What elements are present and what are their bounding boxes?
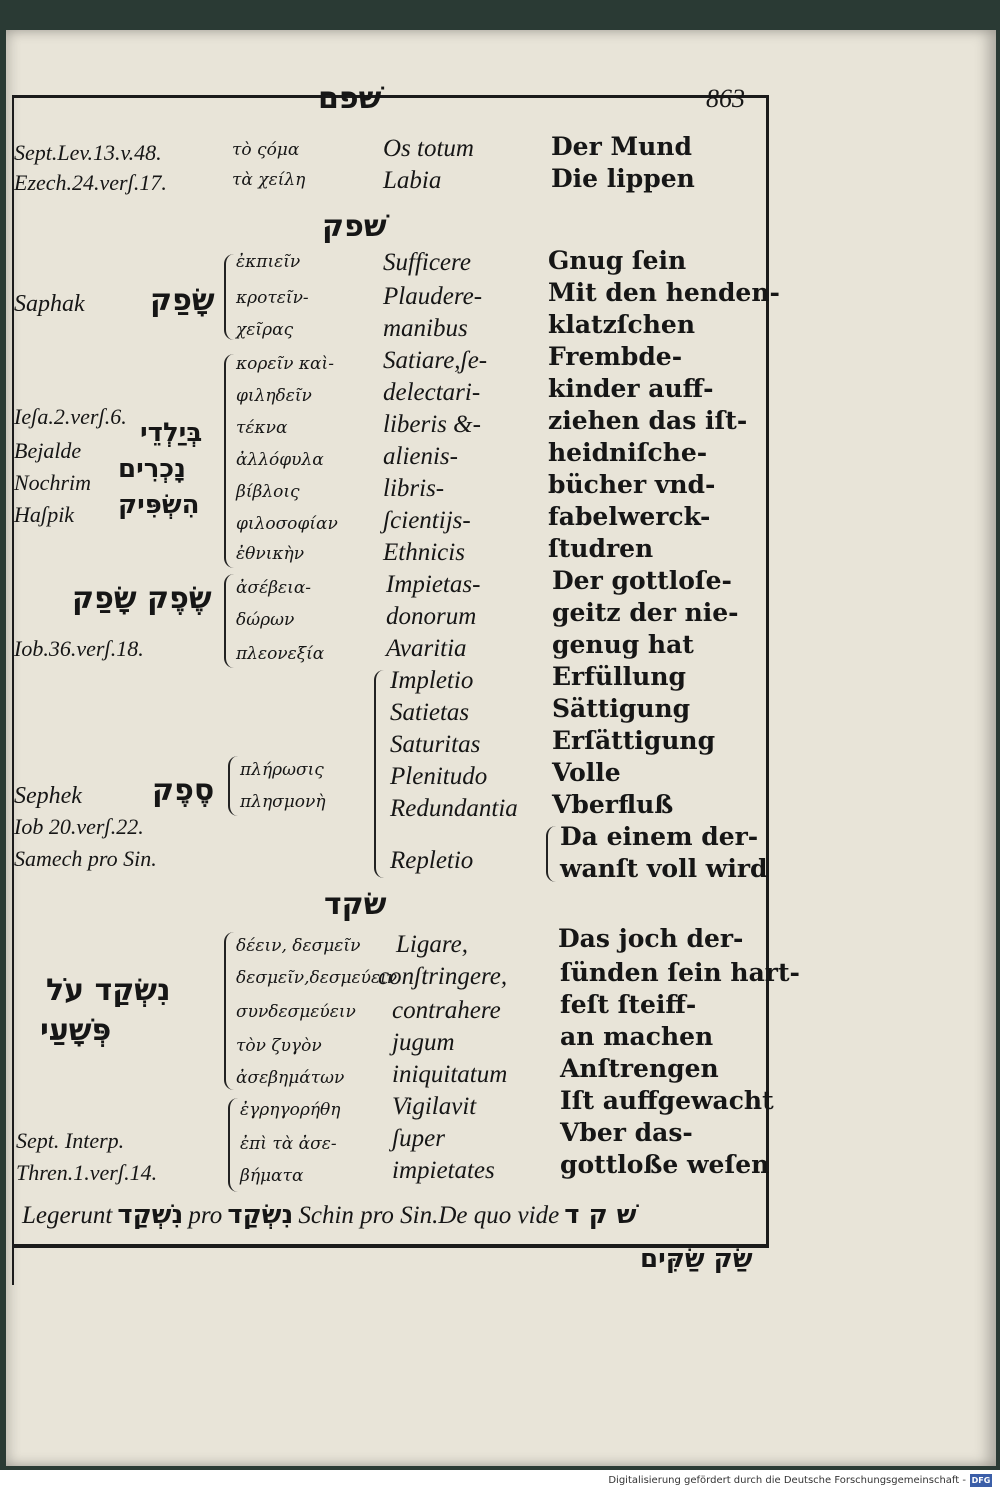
latin-word: impietates — [392, 1157, 495, 1184]
german-word: Volle — [552, 758, 621, 787]
german-word: gottloße weſen — [560, 1150, 770, 1179]
german-word: Da einem der- — [560, 822, 759, 851]
hebrew-word: שֶׂפֶק שָׂפַק — [72, 581, 212, 616]
ref-line: Sephek — [14, 783, 82, 809]
latin-word: Impletio — [390, 667, 474, 694]
german-word: kinder auff- — [548, 374, 714, 403]
latin-word: Ligare, — [396, 931, 468, 958]
german-word: fabelwerck- — [548, 502, 711, 531]
greek-word: πλήρωσις — [240, 760, 324, 780]
greek-word: βίβλοις — [236, 482, 300, 502]
latin-word: Plaudere- — [383, 283, 483, 310]
latin-word: contrahere — [392, 997, 501, 1024]
latin-word: ʃcientijs- — [383, 507, 471, 534]
latin-word: delectari- — [383, 379, 481, 406]
latin-word: Avaritia — [386, 635, 467, 662]
greek-word: φιληδεῖν — [236, 386, 312, 406]
greek-word: βήματα — [240, 1166, 304, 1186]
ref-line: Ezech.24.verʃ.17. — [14, 170, 167, 195]
brace — [374, 670, 384, 878]
latin-word: Sufficere — [383, 249, 471, 276]
greek-word: ἀλλόφυλα — [236, 450, 324, 470]
ref-line: Sept.Lev.13.v.48. — [14, 140, 162, 165]
latin-word: manibus — [383, 315, 468, 342]
brace — [224, 354, 234, 568]
latin-word: liberis &- — [383, 411, 481, 438]
german-word: ſtudren — [548, 534, 654, 563]
latin-word: jugum — [392, 1029, 455, 1056]
greek-word: ἐκπιεῖν — [236, 252, 301, 272]
latin-word: Impietas- — [386, 571, 481, 598]
footnote-hebrew: שׁ ק ד — [564, 1200, 637, 1230]
latin-word: Ethnicis — [383, 539, 465, 566]
footnote-latin: pro — [188, 1202, 223, 1229]
footer-bar — [0, 1470, 1000, 1492]
german-word: Frembde- — [548, 342, 683, 371]
german-word: Gnug ſein — [548, 246, 687, 275]
greek-word: δέειν, δεσμεῖν — [236, 936, 361, 956]
brace — [224, 574, 234, 668]
german-word: ſünden ſein hart- — [560, 958, 800, 987]
greek-word: τὸν ζυγὸν — [236, 1036, 322, 1056]
german-word: Der Mund — [551, 132, 692, 161]
running-head-hebrew: שׁפם — [318, 81, 382, 116]
german-word: wanſt voll wird — [560, 854, 768, 883]
german-word: klatzſchen — [548, 310, 695, 339]
german-word: Die lippen — [551, 164, 695, 193]
footnote-latin: Legerunt — [22, 1202, 113, 1229]
brace — [224, 932, 234, 1090]
brace — [228, 756, 238, 816]
ref-line: Nochrim — [14, 470, 91, 495]
greek-word: κροτεῖν- — [236, 288, 309, 308]
footer-credit: Digitalisierung gefördert durch die Deutsche Forschungsgemeinschaft - — [608, 1475, 966, 1486]
ref-line: Samech pro Sin. — [14, 846, 157, 871]
greek-word: φιλοσοφίαν — [236, 514, 338, 534]
german-word: geitz der nie- — [552, 598, 739, 627]
hebrew-word: סֶפֶק — [152, 773, 215, 808]
german-word: Mit den henden- — [548, 278, 780, 307]
latin-word: Vigilavit — [392, 1093, 477, 1120]
greek-word: ἐθνικὴν — [236, 544, 305, 564]
headword-label: Saphak — [14, 291, 85, 317]
brace — [228, 1098, 238, 1192]
german-word: Erfüllung — [552, 662, 686, 691]
greek-word: κορεῖν καὶ- — [236, 354, 334, 374]
ref-line: Haʃpik — [14, 502, 75, 527]
hebrew-word: נִשְׂקַד עֹל — [46, 973, 171, 1008]
german-word: Sättigung — [552, 694, 691, 723]
greek-word: δώρων — [236, 610, 295, 630]
german-word: Iſt auffgewacht — [560, 1086, 774, 1115]
greek-word: ἐγρηγορήθη — [240, 1100, 341, 1120]
latin-word: Satietas — [390, 699, 470, 726]
ref-line: Ieʃa.2.verʃ.6. — [14, 404, 127, 429]
greek-word: δεσμεῖν,δεσμεύειν — [236, 968, 398, 988]
ref-line: Thren.1.verʃ.14. — [16, 1160, 158, 1185]
german-word: genug hat — [552, 630, 694, 659]
greek-word: τὸ ςόμα — [232, 140, 300, 160]
german-word: Erſättigung — [552, 726, 716, 755]
ref-line: Iob.36.verʃ.18. — [14, 636, 144, 661]
latin-word: libris- — [383, 475, 445, 502]
greek-word: ἐπὶ τὰ ἀσε- — [240, 1134, 337, 1154]
latin-word: Satiare,ʃe- — [383, 347, 488, 374]
footnote-latin: Schin pro Sin.De quo vide — [298, 1202, 560, 1229]
latin-word: Repletio — [390, 847, 474, 874]
footnote-hebrew: נִשְׂקַד — [227, 1200, 294, 1230]
footnote-line — [22, 1202, 637, 1228]
german-word: Der gottloſe- — [552, 566, 732, 595]
german-word: Das joch der- — [558, 924, 744, 953]
hebrew-word: פְּשָׁעַי — [40, 1013, 112, 1048]
latin-word: Saturitas — [390, 731, 481, 758]
page-number: 863 — [706, 84, 745, 113]
latin-word: Redundantia — [390, 795, 518, 822]
greek-word: χεῖρας — [236, 320, 294, 340]
latin-word: Plenitudo — [390, 763, 488, 790]
latin-word: conʃtringere, — [378, 963, 508, 990]
latin-word: Os totum — [383, 135, 474, 162]
brace — [546, 826, 556, 882]
latin-word: ʃuper — [392, 1125, 445, 1152]
greek-word: ἀσεβημάτων — [236, 1068, 345, 1088]
greek-word: ἀσέβεια- — [236, 578, 312, 598]
german-word: heidniſche- — [548, 438, 708, 467]
german-word: Anſtrengen — [560, 1054, 719, 1083]
german-word: Vberfluß — [552, 790, 674, 819]
section-title-hebrew: שׂקד — [324, 887, 387, 922]
latin-word: alienis- — [383, 443, 458, 470]
latin-word: iniquitatum — [392, 1061, 508, 1088]
ref-line: Iob 20.verʃ.22. — [14, 814, 144, 839]
latin-word: donorum — [386, 603, 477, 630]
german-word: bücher vnd- — [548, 470, 716, 499]
hebrew-word: בְּיַלְדֵי — [140, 418, 203, 448]
latin-word: Labia — [383, 167, 442, 194]
greek-word: συνδεσμεύειν — [236, 1002, 356, 1022]
greek-word: πλεονεξία — [236, 644, 325, 664]
ref-line: Bejalde — [14, 438, 82, 463]
left-rule — [12, 95, 14, 1285]
ref-line: Sept. Interp. — [16, 1128, 125, 1153]
german-word: feſt ſteiff- — [560, 990, 697, 1019]
hebrew-word: נָכְרִים — [118, 454, 186, 484]
german-word: Vber das- — [560, 1118, 693, 1147]
german-word: ziehen das iſt- — [548, 406, 748, 435]
footnote-hebrew: נִשְׁקַד — [117, 1200, 184, 1230]
dfg-logo: DFG — [971, 1476, 991, 1485]
greek-word: τὰ χείλη — [232, 170, 306, 190]
greek-word: τέκνα — [236, 418, 288, 438]
catchword: שַׂק שַׂקִּים — [640, 1244, 753, 1274]
section-title-hebrew: שׁפק — [322, 209, 387, 244]
headword-hebrew: שָׂפַק — [150, 283, 215, 318]
brace — [224, 254, 234, 340]
german-word: an machen — [560, 1022, 714, 1051]
greek-word: πλησμονὴ — [240, 792, 326, 812]
hebrew-word: הִשְׂפִּיק — [118, 490, 200, 520]
